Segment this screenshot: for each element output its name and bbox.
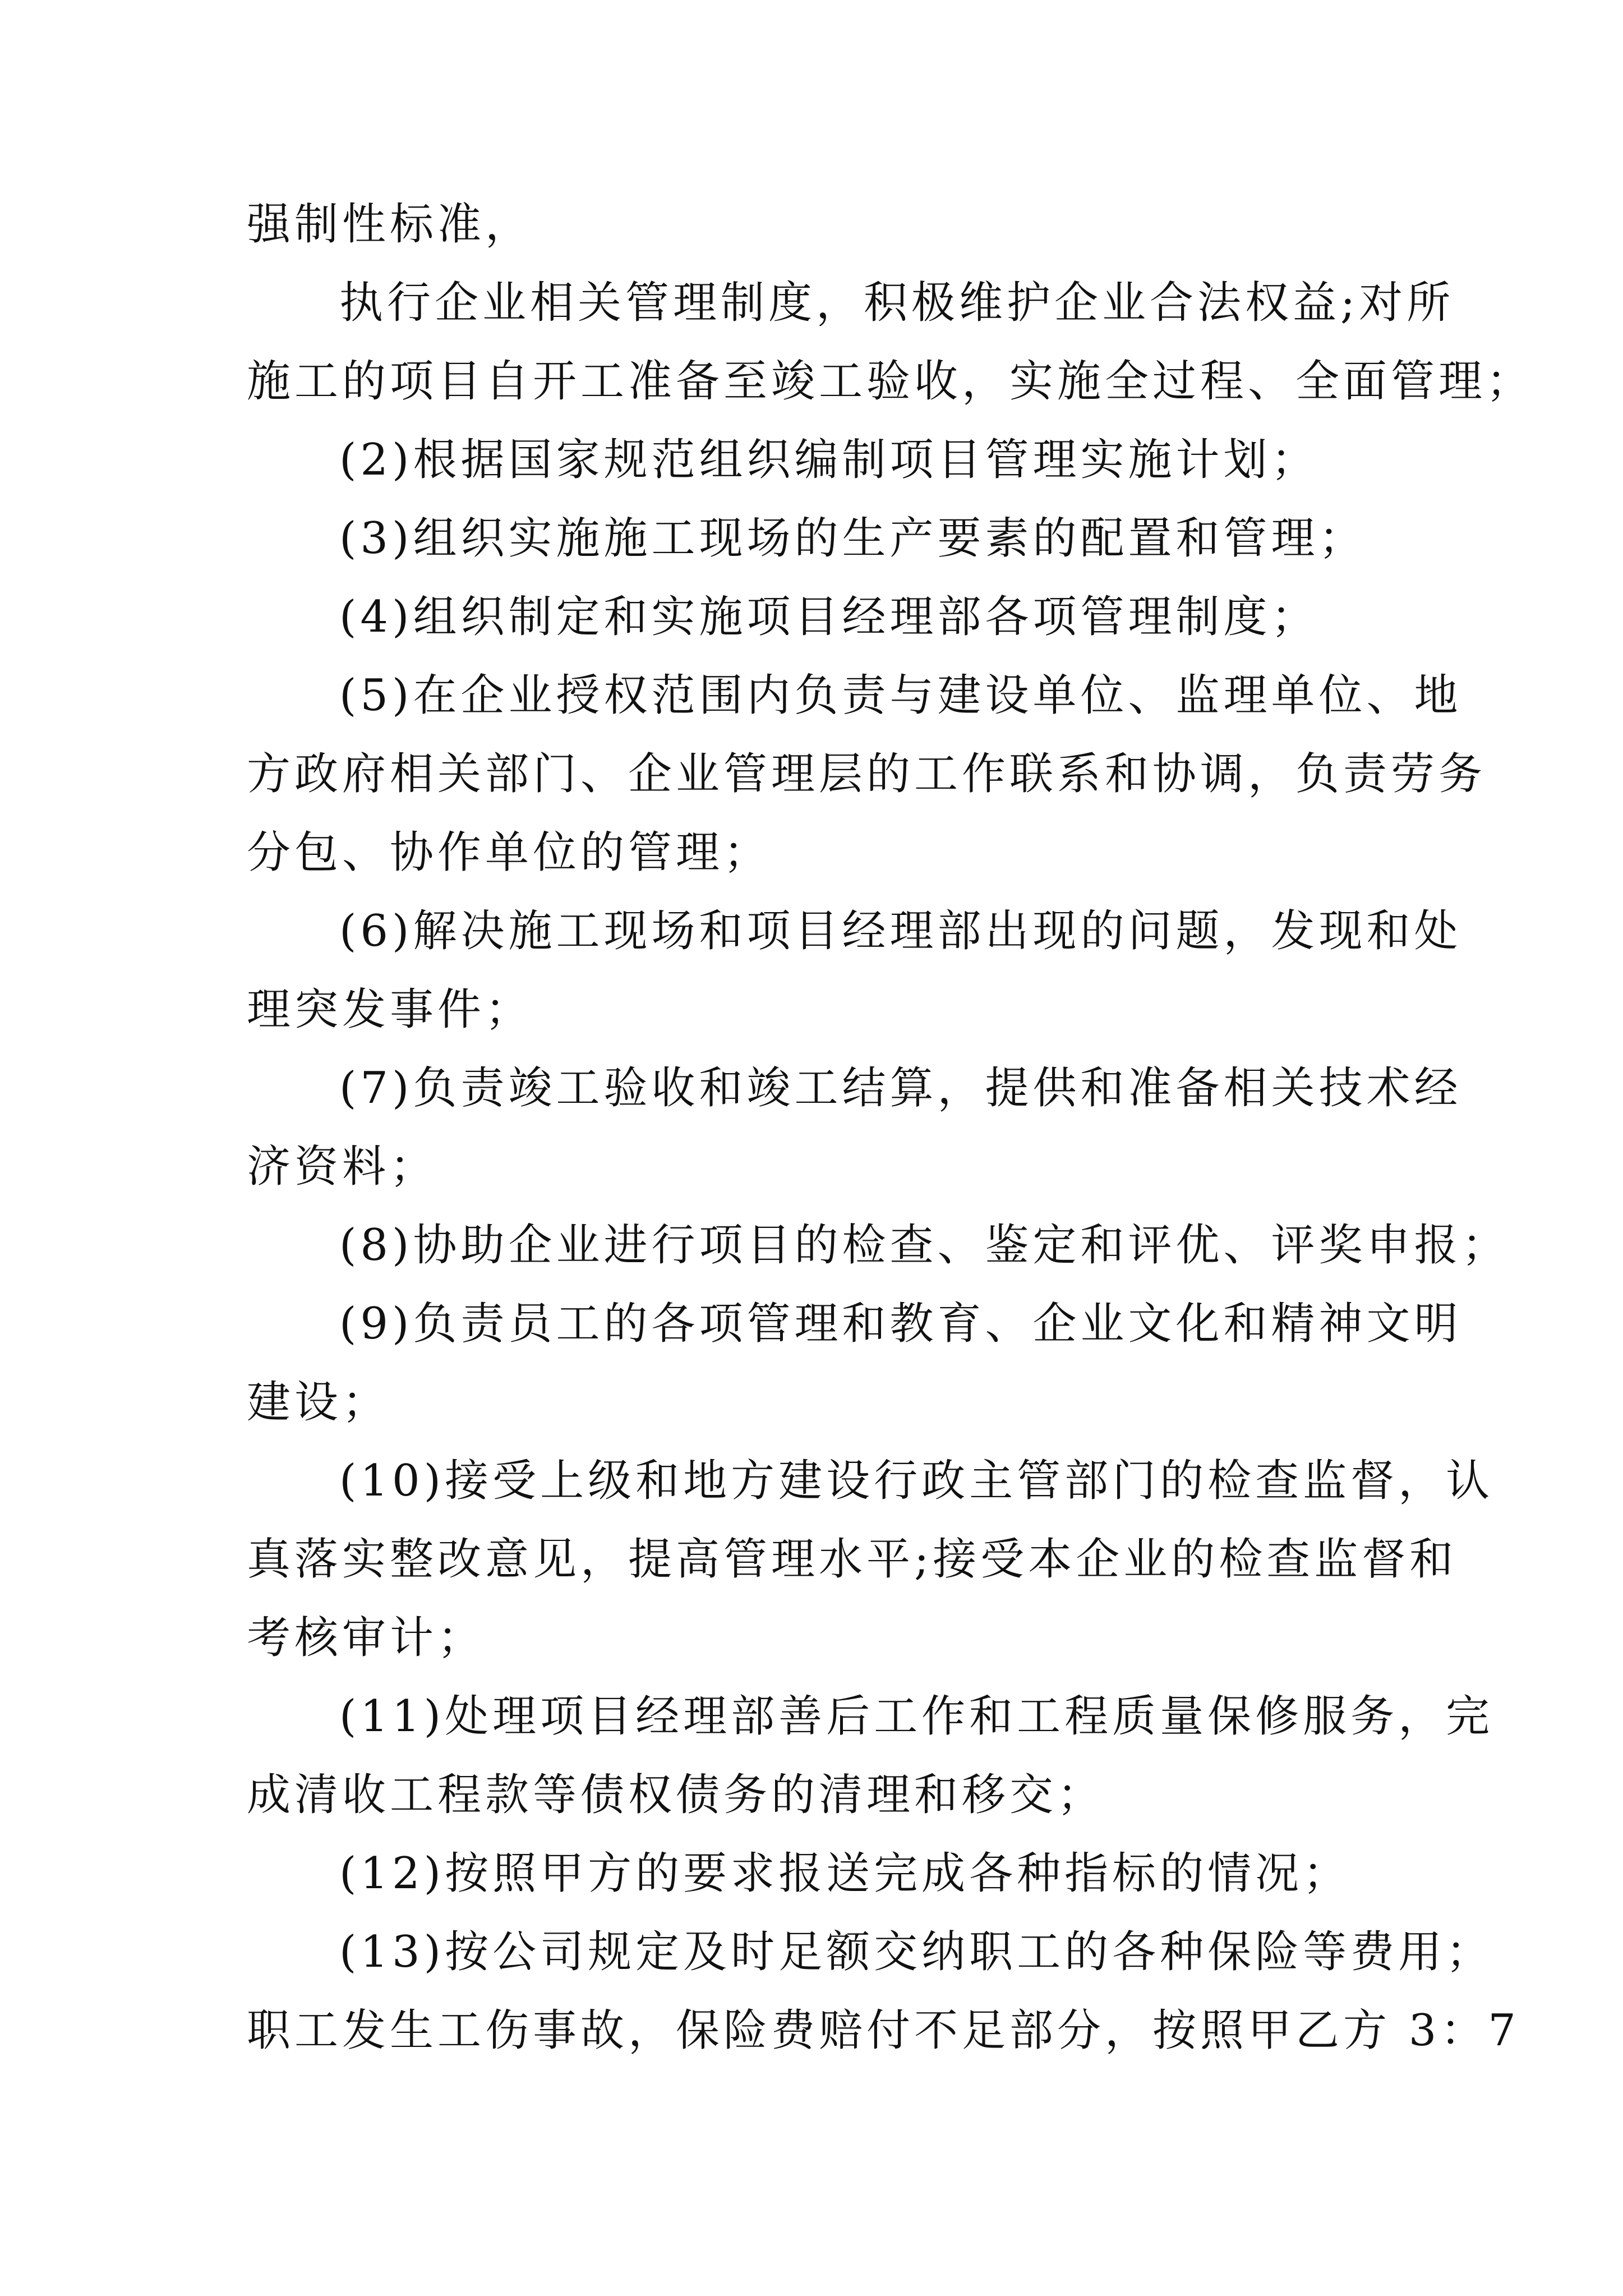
text-line: (5)在企业授权范围内负责与建设单位、监理单位、地 (339, 670, 1462, 721)
text-line: 理突发事件； (247, 984, 533, 1035)
text-line: (8)协助企业进行项目的检查、鉴定和评优、评奖申报； (339, 1220, 1510, 1271)
text-line: 考核审计； (247, 1613, 486, 1663)
text-line: 施工的项目自开工准备至竣工验收，实施全过程、全面管理； (247, 356, 1534, 407)
text-line: 执行企业相关管理制度，积极维护企业合法权益;对所 (339, 278, 1455, 328)
text-line: (7)负责竣工验收和竣工结算，提供和准备相关技术经 (339, 1063, 1462, 1114)
text-line: (9)负责员工的各项管理和教育、企业文化和精神文明 (339, 1299, 1462, 1349)
text-line: 强制性标准， (247, 199, 533, 250)
text-line: (3)组织实施施工现场的生产要素的配置和管理； (339, 513, 1367, 564)
text-line: (13)按公司规定及时足额交纳职工的各种保险等费用； (339, 1927, 1494, 1977)
text-line: 成清收工程款等债权债务的清理和移交； (247, 1770, 1105, 1820)
text-line: (4)组织制定和实施项目经理部各项管理制度； (339, 592, 1319, 642)
text-line: (6)解决施工现场和项目经理部出现的问题，发现和处 (339, 906, 1462, 956)
text-line: 建设； (247, 1377, 390, 1428)
text-line: 济资料； (247, 1142, 438, 1192)
text-line: 方政府相关部门、企业管理层的工作联系和协调，负责劳务 (247, 749, 1487, 799)
text-line: (10)接受上级和地方建设行政主管部门的检查监督，认 (339, 1456, 1494, 1506)
text-line: (12)按照甲方的要求报送完成各种指标的情况； (339, 1848, 1351, 1899)
text-line: 真落实整改意见，提高管理水平;接受本企业的检查监督和 (247, 1534, 1458, 1585)
text-line: 分包、协作单位的管理； (247, 827, 772, 878)
document-body (247, 185, 1534, 2070)
text-line: (2)根据国家规范组织编制项目管理实施计划； (339, 435, 1319, 485)
text-line: (11)处理项目经理部善后工作和工程质量保修服务，完 (339, 1691, 1494, 1742)
text-line: 职工发生工伤事故，保险费赔付不足部分，按照甲乙方 3：7 (247, 2005, 1520, 2056)
